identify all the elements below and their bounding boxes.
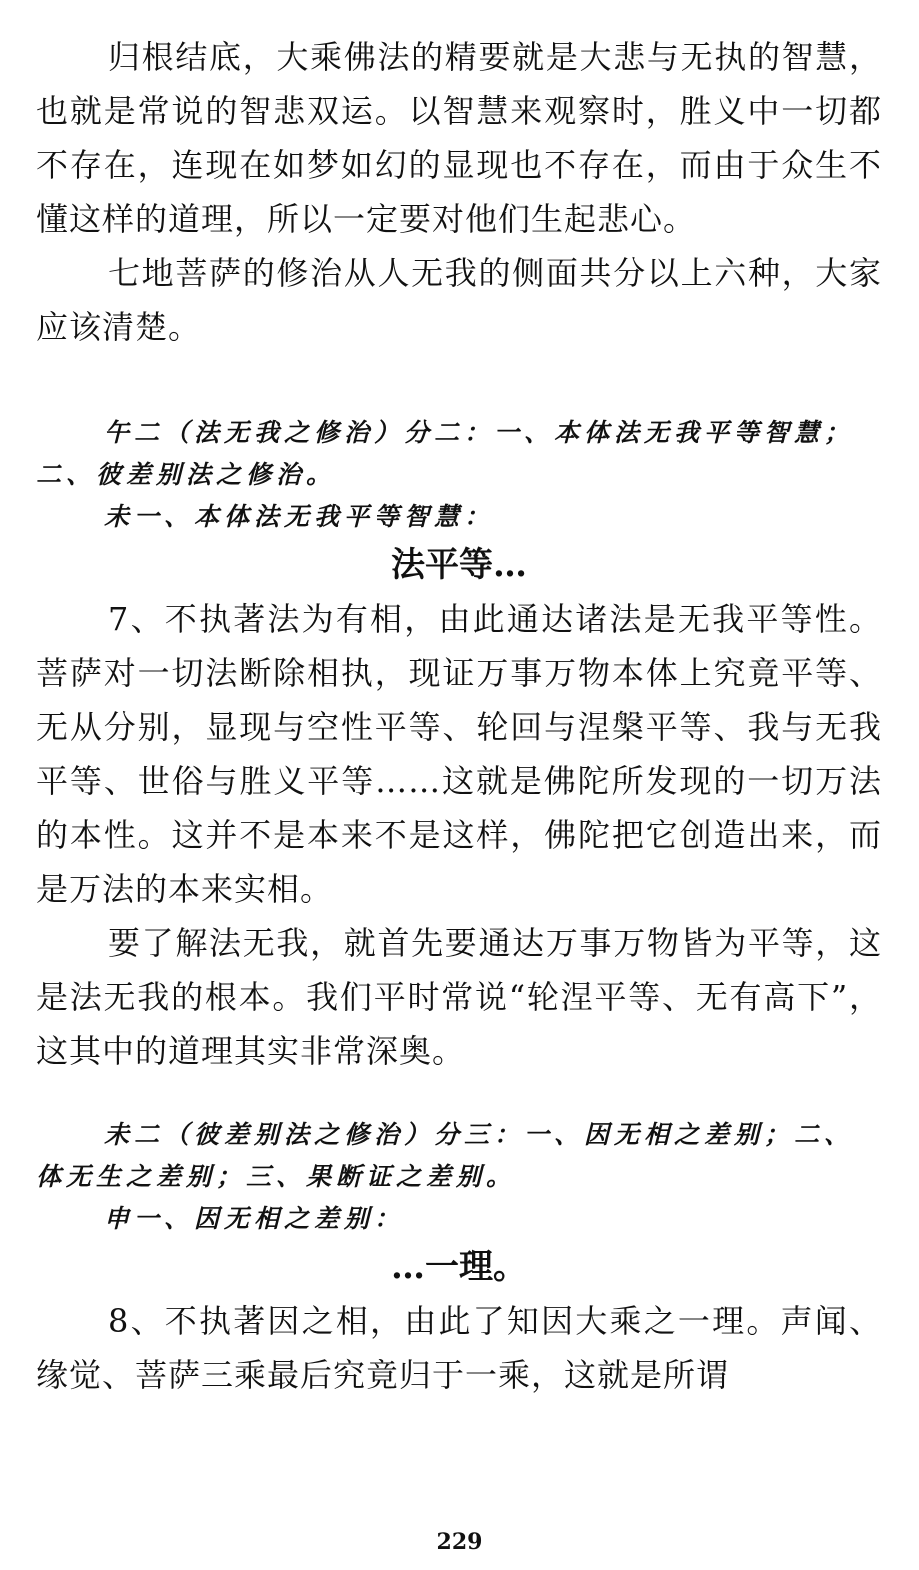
section-heading-wei-er: 未二（彼差别法之修治）分三：一、因无相之差别；二、体无生之差别；三、果断证之差别。 bbox=[36, 1120, 855, 1191]
page-number: 229 bbox=[436, 1529, 483, 1555]
verse-one-principle: …一理。 bbox=[391, 1247, 527, 1287]
paragraph-wisdom-compassion: 归根结底，大乘佛法的精要就是大悲与无执的智慧，也就是常说的智悲双运。以智慧来观察时，胜义中一切都不存在，连现在如梦如幻的显现也不存在，而由于众生不懂这样的道理，所以一定要对他们生起悲心。 bbox=[36, 38, 882, 238]
page-body bbox=[36, 30, 882, 1402]
paragraph-point-seven: 7、不执著法为有相，由此通达诸法是无我平等性。菩萨对一切法断除相执，现证万事万物本体上究竟平等、无从分别，显现与空性平等、轮回与涅槃平等、我与无我平等、世俗与胜义平等……这就是佛陀所发现的一切万法的本性。这并不是本来不是这样，佛陀把它创造出来，而是万法的本来实相。 bbox=[36, 600, 882, 908]
section-heading-wu-er: 午二（法无我之修治）分二：一、本体法无我平等智慧；二、彼差别法之修治。 bbox=[36, 418, 855, 489]
verse-dharma-equality: 法平等… bbox=[391, 545, 527, 585]
section-heading-shen-yi: 申一、因无相之差别： bbox=[104, 1204, 405, 1233]
paragraph-seventh-bhumi: 七地菩萨的修治从人无我的侧面共分以上六种，大家应该清楚。 bbox=[36, 254, 882, 346]
spacer bbox=[36, 354, 882, 412]
section-heading-wei-yi: 未一、本体法无我平等智慧： bbox=[104, 502, 495, 531]
paragraph-dharma-selflessness: 要了解法无我，就首先要通达万事万物皆为平等，这是法无我的根本。我们平时常说“轮涅平等、无有高下”，这其中的道理其实非常深奥。 bbox=[36, 924, 882, 1070]
paragraph-point-eight: 8、不执著因之相，由此了知因大乘之一理。声闻、缘觉、菩萨三乘最后究竟归于一乘，这就是所谓 bbox=[36, 1302, 882, 1394]
spacer bbox=[36, 1078, 882, 1114]
